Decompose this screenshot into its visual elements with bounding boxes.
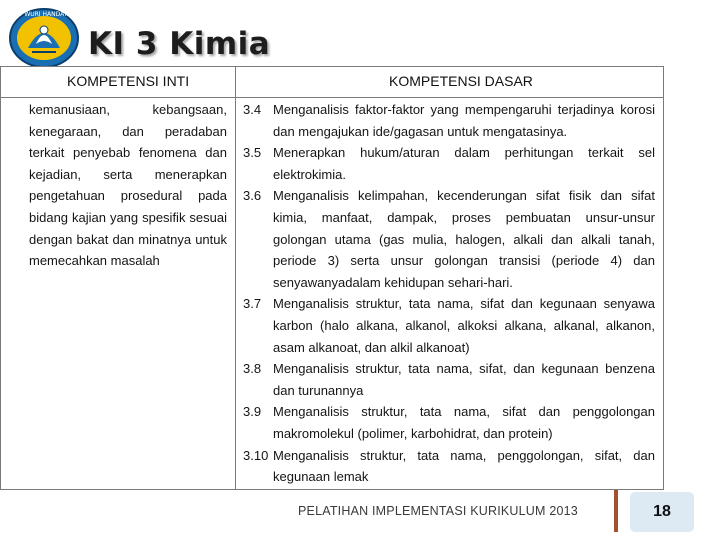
page-number: 18 <box>653 503 671 520</box>
footer-text: PELATIHAN IMPLEMENTASI KURIKULUM 2013 <box>298 504 578 518</box>
kd-text: Menganalisis faktor-faktor yang mempengaruhi terjadinya korosi dan mengajukan ide/gagasan untuk mengatasinya. <box>273 102 655 139</box>
kd-text: Menganalisis struktur, tata nama, sifat dan penggolongan makromolekul (polimer, karbohidrat, dan protein) <box>273 404 655 441</box>
header-kompetensi-inti: KOMPETENSI INTI <box>67 73 190 89</box>
column-divider <box>235 67 236 489</box>
slide-title: KI 3 Kimia <box>88 26 271 62</box>
kd-number: 3.4 <box>243 102 262 117</box>
kd-number: 3.7 <box>243 296 262 312</box>
kd-text: Menganalisis struktur, tata nama, sifat, dan kegunaan benzena dan turunannya <box>273 361 655 398</box>
kd-item <box>243 142 655 185</box>
kd-text: Menganalisis struktur, tata nama, penggolongan, sifat, dan kegunaan lemak <box>273 447 655 485</box>
kd-item <box>243 185 655 293</box>
table-header-row <box>1 67 663 98</box>
kd-item <box>243 358 655 401</box>
kd-number: 3.10 <box>243 447 269 463</box>
footer-divider <box>614 490 618 532</box>
kd-text: Menerapkan hukum/aturan dalam perhitungan terkait sel elektrokimia. <box>273 145 655 182</box>
kd-number: 3.5 <box>243 145 262 161</box>
tut-wuri-handayani-logo <box>6 4 82 70</box>
kompetensi-dasar-list <box>243 99 655 488</box>
kompetensi-inti-text: kemanusiaan, kebangsaan, kenegaraan, dan peradaban terkait penyebab fenomena dan kejadian, serta menerapkan pengetahuan prosedural pada bidang kajian yang spesifik sesuai dengan bakat dan minatnya untuk memecahkan masalah <box>29 102 227 269</box>
kd-number: 3.6 <box>243 188 262 204</box>
kd-number: 3.8 <box>243 361 262 377</box>
page-number-badge <box>630 492 694 532</box>
kd-item <box>243 99 655 142</box>
kd-item <box>243 445 655 488</box>
competency-table <box>0 66 664 490</box>
kd-item <box>243 401 655 444</box>
kd-text: Menganalisis struktur, tata nama, sifat dan kegunaan senyawa karbon (halo alkana, alkanol, alkoksi alkana, alkanal, alkanon, asam alkanoat, dan alkil alkanoat) <box>273 296 655 355</box>
kd-text: Menganalisis kelimpahan, kecenderungan sifat fisik dan sifat kimia, manfaat, dampak, proses pembuatan unsur-unsur golongan utama (gas mulia, halogen, alkali dan alkali tanah, periode 3) serta unsur golongan transisi (periode 4) dan senyawanyadalam kehidupan sehari-hari. <box>273 188 655 290</box>
kd-number: 3.9 <box>243 404 262 420</box>
header-kompetensi-dasar: KOMPETENSI DASAR <box>389 73 533 89</box>
kd-item <box>243 293 655 358</box>
svg-text:TUT WURI HANDAYANI: TUT WURI HANDAYANI <box>10 11 78 18</box>
